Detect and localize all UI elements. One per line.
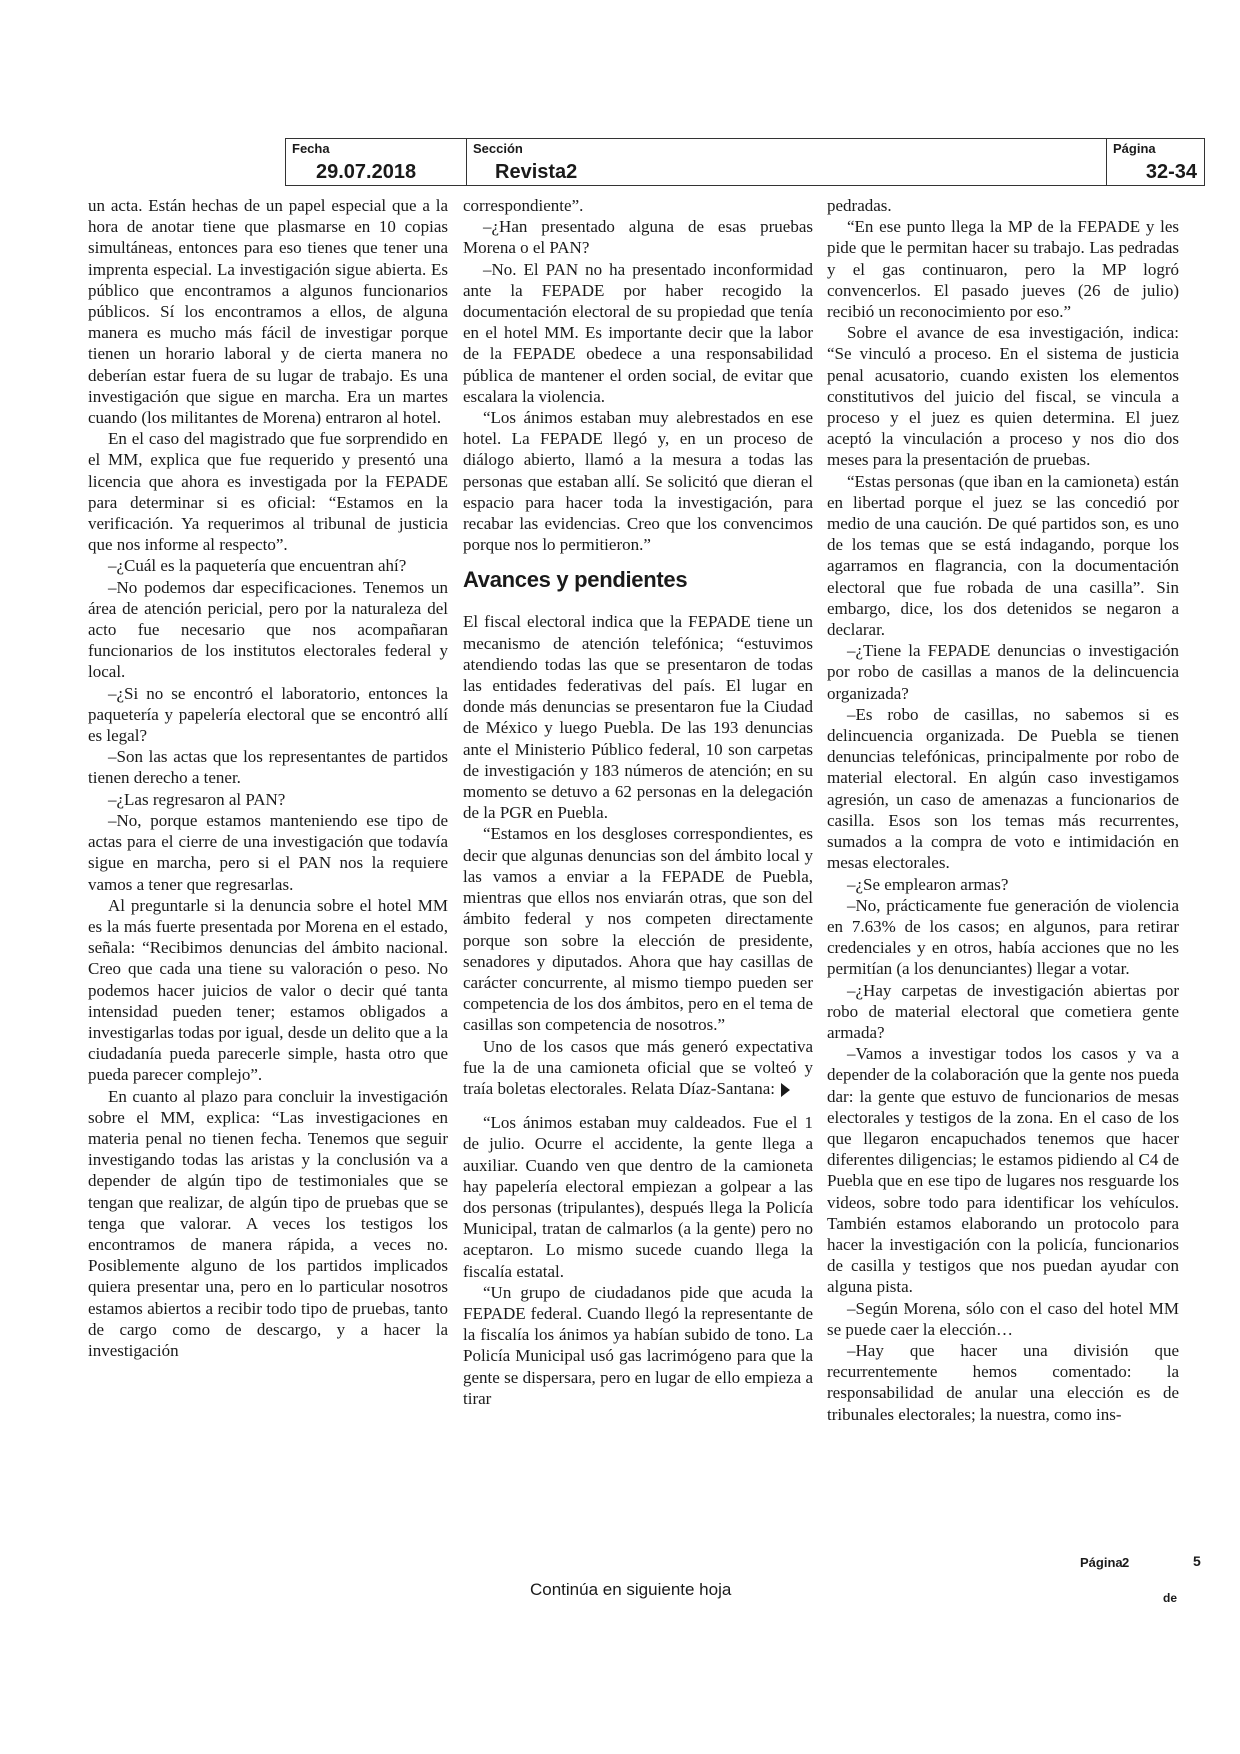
- paragraph: –Vamos a investigar todos los casos y va a depender de la colaboración que la gente nos pueda dar: la gente que estuvo de funcionarios de mesas electorales y testigos de la zona. En el caso de los que llegaron encapuchados tenemos que hacer diferentes diligencias; le estamos pidiendo al C4 de Puebla que en ese tipo de lugares nos resguarde los videos, sobre todo para identificar los vehículos. También estamos elaborando un protocolo para hacer la investigación con la policía, funcionarios de casilla y testigos que nos puedan ayudar con alguna pista.: [827, 1044, 1179, 1297]
- arrow-right-icon: [781, 1083, 790, 1097]
- paragraph: –¿Se emplearon armas?: [847, 874, 1009, 894]
- page-label: Página: [1113, 141, 1156, 156]
- date-label: Fecha: [292, 141, 330, 156]
- paragraph: En el caso del magistrado que fue sorprendido en el MM, explica que fue requerido y presentó una licencia que ahora es investigada por la FEPADE para determinar si es oficial: “Estamos en la verificación. Ya requerimos al tribunal de justicia que nos informe al respecto”.: [88, 429, 448, 555]
- paragraph: “En ese punto llega la MP de la FEPADE y les pide que le permitan hacer su trabajo. Las pedradas y el gas continuaron, pero la MP logró convencerlos. El pasado jueves (26 de julio) recibió un reconocimiento por eso.”: [827, 217, 1179, 322]
- paragraph: –Es robo de casillas, no sabemos si es delincuencia organizada. De Puebla se tienen denuncias telefónicas, principalmente por robo de material electoral. En algún caso investigamos agresión, un caso de amenazas a funcionarios de casilla. Esos son los temas más recurrentes, sumados a la compra de voto e intimidación en mesas electorales.: [827, 704, 1179, 873]
- continue-note: Continúa en siguiente hoja: [530, 1580, 732, 1599]
- paragraph-text: Uno de los casos que más generó expectativa fue la de una camioneta oficial que se volteó y traía boletas electorales. Relata Díaz-Santana:: [463, 1036, 813, 1098]
- paragraph: [463, 1036, 813, 1100]
- paragraph: “Estas personas (que iban en la camioneta) están en libertad porque el juez se las concedió por medio de una caución. De qué partidos son, es uno de los temas que se está indagando, porque los agarramos en flagrancia, con la documentación electoral que fue robada de una casilla”. Sin embargo, dice, los dos detenidos se negaron a declarar.: [827, 471, 1179, 640]
- footer-page-label: Página: [1080, 1555, 1123, 1570]
- paragraph: un acta. Están hechas de un papel especial que a la hora de anotar tiene que plasmarse en 10 copias simultáneas, entonces para eso tienes que tener una imprenta especial. La investigación sigue abierta. Es público que encontramos a algunos funcionarios públicos. Sí los encontramos a ellos, de alguna manera es mucho más fácil de investigar porque tienen un horario laboral y de cierta manera no deberían estar fuera de su lugar de trabajo. Es una investigación que sigue en marcha. Era un martes cuando (los militantes de Morena) entraron al hotel.: [88, 196, 448, 428]
- date-cell: [286, 139, 466, 185]
- paragraph: –Hay que hacer una división que recurrentemente hemos comentado: la responsabilidad de anular una elección es de tribunales electorales; la nuestra, como ins-: [827, 1340, 1179, 1424]
- paragraph: El fiscal electoral indica que la FEPADE tiene un mecanismo de atención telefónica; “estuvimos atendiendo todas las que se presentaron de todas las entidades federativas del país. El lugar en donde más denuncias se presentaron fue la Ciudad de México y luego Puebla. De las 193 denuncias ante el Ministerio Público federal, 10 son carpetas de investigación y 183 números de atención; en su momento se detuvo a 62 personas en la delegación de la PGR en Puebla.: [463, 612, 813, 823]
- page-value: 32-34: [1145, 161, 1197, 183]
- section-cell: [466, 139, 927, 185]
- paragraph: pedradas.: [827, 196, 892, 215]
- paragraph: –¿Si no se encontró el laboratorio, entonces la paquetería y papelería electoral que se encontró allí es legal?: [88, 683, 448, 746]
- paragraph: –¿Cuál es la paquetería que encuentran ahí?: [108, 556, 407, 576]
- paragraph: –No, porque estamos manteniendo ese tipo de actas para el cierre de una investigación que todavía sigue en marcha, pero si el PAN nos la requiere vamos a tener que regresarlas.: [88, 810, 448, 894]
- paragraph: Al preguntarle si la denuncia sobre el hotel MM es la más fuerte presentada por Morena en el estado, señala: “Recibimos denuncias del ámbito nacional. Creo que cada una tiene su valoración o peso. No podemos hacer juicios de valor o decir qué tanta intensidad pueden tener; estamos obligados a investigarlas todas por igual, desde un delito que a la ciudadanía pueda parecerle simple, hasta otro que pueda parecer complejo”.: [88, 895, 448, 1085]
- paragraph: –Según Morena, sólo con el caso del hotel MM se puede caer la elección…: [827, 1298, 1179, 1339]
- paragraph: –¿Han presentado alguna de esas pruebas Morena o el PAN?: [463, 217, 813, 258]
- section-heading: Avances y pendientes: [463, 567, 688, 593]
- paragraph: –¿Tiene la FEPADE denuncias o investigación por robo de casillas a manos de la delincuencia organizada?: [827, 641, 1179, 703]
- paragraph: –No, prácticamente fue generación de violencia en 7.63% de los casos; en algunos, para retirar credenciales y en otros, había acciones que no les permitían (a los denunciantes) llegar a votar.: [827, 895, 1179, 979]
- paragraph: correspondiente”.: [463, 196, 584, 215]
- article-column-2: [463, 195, 813, 1409]
- clipping-header: [285, 138, 1205, 186]
- paragraph: “Los ánimos estaban muy caldeados. Fue el 1 de julio. Ocurre el accidente, la gente llega a auxiliar. Cuando ven que dentro de la camioneta hay papelería electoral empiezan a golpear a las dos personas (tripulantes), después llega la Policía Municipal, tratan de calmarlos (a la gente) pero no aceptaron. Lo mismo sucede cuando llega la fiscalía estatal.: [463, 1113, 813, 1281]
- article-column-1: [88, 195, 448, 1361]
- paragraph: –No podemos dar especificaciones. Tenemos un área de atención pericial, pero por la naturaleza del acto fue necesario que nos acompañaran funcionarios de los institutos electorales federal y local.: [88, 577, 448, 682]
- paragraph: “Estamos en los desgloses correspondientes, es decir que algunas denuncias son del ámbito local y las vamos a enviar a la FEPADE de Puebla, mientras que ellos nos enviarán otras, que son del ámbito federal y nos competen directamente porque son sobre la elección de presidente, senadores y diputados. Ahora que hay casillas de carácter concurrente, al mismo tiempo pueden ser competencia de los dos ámbitos, pero en el tema de casillas son competencia de nosotros.”: [463, 824, 813, 1035]
- footer-page-total: 5: [1193, 1553, 1201, 1569]
- footer-page-number: 2: [1122, 1555, 1130, 1570]
- paragraph: Sobre el avance de esa investigación, indica: “Se vinculó a proceso. En el sistema de justicia penal acusatorio, cuando existen los elementos constitutivos del juicio del fiscal, se vincula a proceso y el juez es quien determina. El juez aceptó la vinculación a proceso y nos dio dos meses para la presentación de pruebas.: [827, 323, 1179, 470]
- paragraph: –Son las actas que los representantes de partidos tienen derecho a tener.: [88, 747, 448, 788]
- section-value: Revista2: [495, 161, 578, 183]
- paragraph: “Los ánimos estaban muy alebrestados en ese hotel. La FEPADE llegó y, en un proceso de diálogo abierto, llamó a la mesura a todas las personas que estaban allí. Se solicitó que dieran el espacio para hacer toda la investigación, para recabar las evidencias. Creo que los convencimos porque nos lo permitieron.”: [463, 408, 813, 555]
- paragraph: “Un grupo de ciudadanos pide que acuda la FEPADE federal. Cuando llegó la representante de la fiscalía los ánimos ya habían subido de tono. La Policía Municipal usó gas lacrimógeno para que la gente se dispersara, pero en lugar de ello empieza a tirar: [463, 1282, 813, 1408]
- paragraph: En cuanto al plazo para concluir la investigación sobre el MM, explica: “Las investigaciones en materia penal no tienen fecha. Tenemos que seguir investigando todas las aristas y la conclusión va a depender de algún tipo de testimoniales que se tengan que realizar, de algún tipo de pruebas que se tenga que valorar. A veces los testigos los encontramos de manera rápida, a veces no. Posiblemente alguno de los partidos implicados quiera presentar una, pero en lo particular nosotros estamos abiertos a recibir todo tipo de pruebas, tanto de cargo como de descargo, y a hacer la investigación: [88, 1086, 448, 1360]
- paragraph: –¿Hay carpetas de investigación abiertas por robo de material electoral que cometiera gente armada?: [827, 980, 1179, 1042]
- page-cell: [1106, 139, 1205, 185]
- footer-de-label: de: [1163, 1591, 1178, 1605]
- paragraph: –No. El PAN no ha presentado inconformidad ante la FEPADE por haber recogido la documentación electoral de su propiedad que tenía en el hotel MM. Es importante decir que la labor de la FEPADE obedece a una responsabilidad pública de mantener el orden social, de evitar que escalara la violencia.: [463, 259, 813, 406]
- article-column-3: [827, 195, 1179, 1425]
- date-value: 29.07.2018: [316, 161, 417, 183]
- paragraph: –¿Las regresaron al PAN?: [108, 789, 286, 809]
- section-label: Sección: [473, 141, 523, 156]
